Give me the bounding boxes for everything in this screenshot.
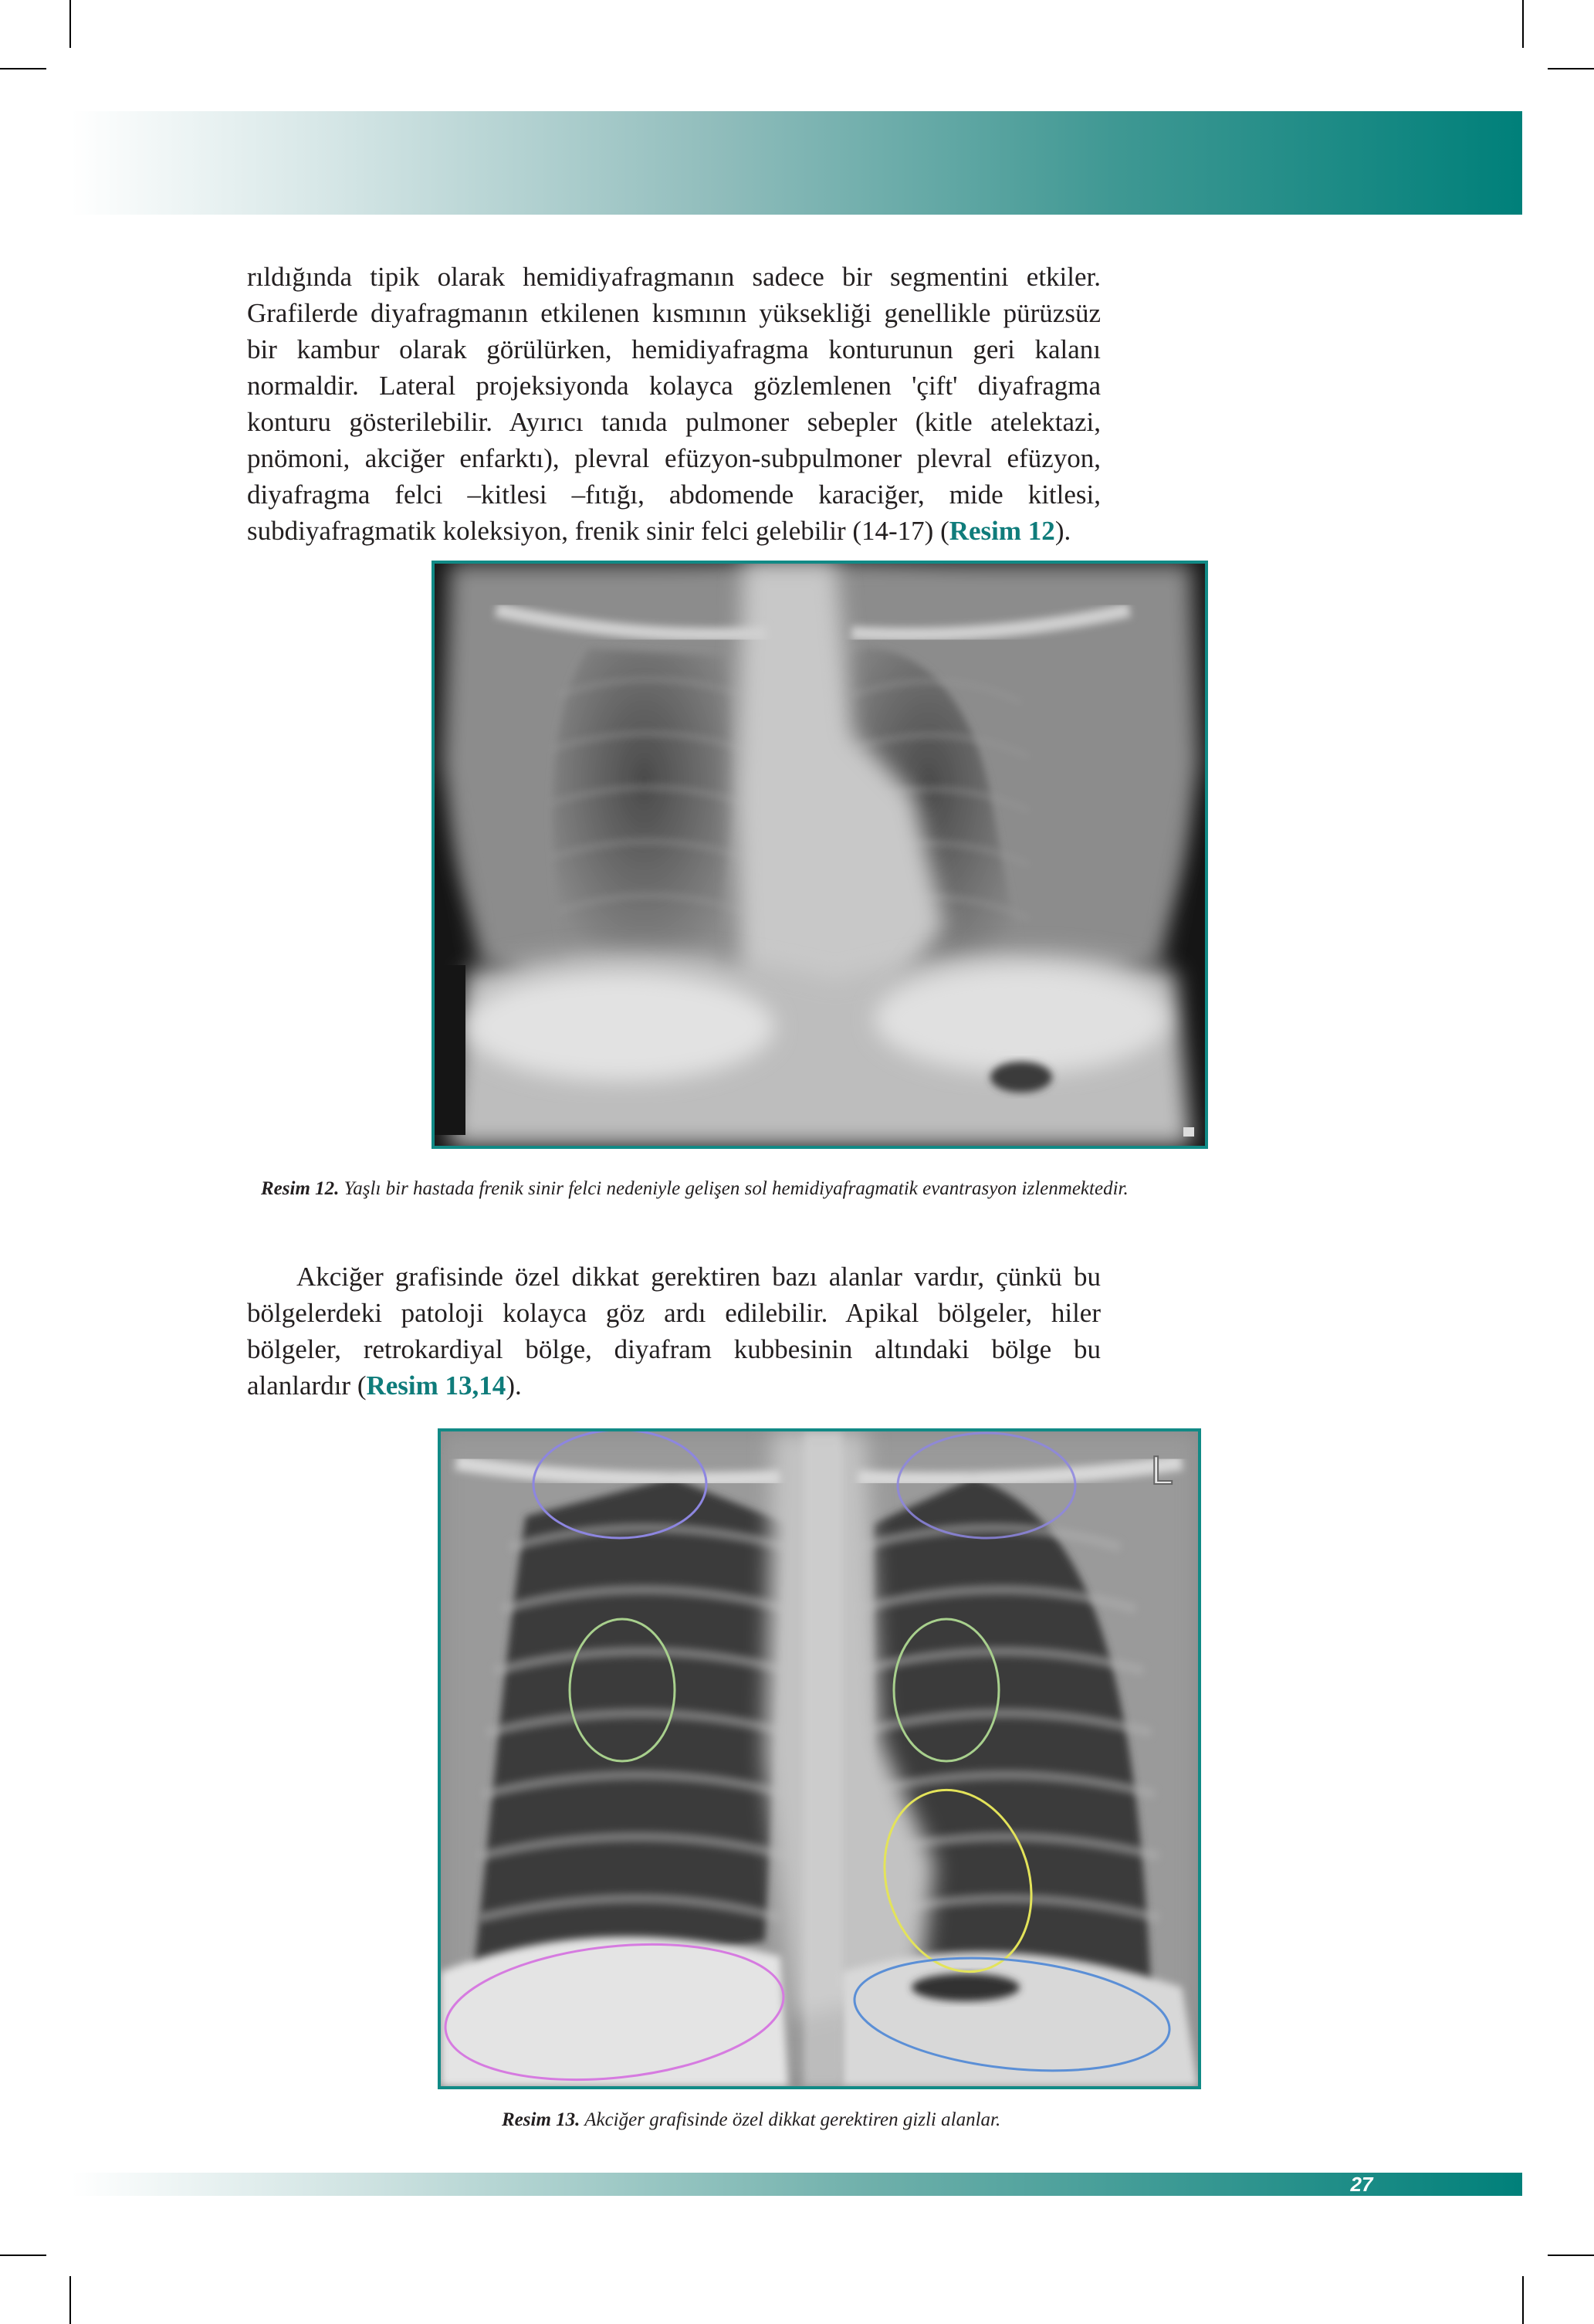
caption-label: Resim 12. — [261, 1178, 340, 1199]
paragraph-text: rıldığında tipik olarak hemidiyafragmanın sadece bir segmentini etkiler. Grafilerde diyafragmanın etkilenen kısmının yüksekliği genellikle pürüzsüz bir kambur olarak görülürken, hemidiyafragma konturunun geri kalanı normaldir. Lateral projeksiyonda kolayca gözlemlenen 'çift' diyafragma konturu gösterilebilir. Ayırıcı tanıda pulmoner sebepler (kitle atelektazi, pnömoni, akciğer enfarktı), plevral efüzyon-subpulmoner plevral efüzyon, diyafragma felci –kitlesi –fıtığı, abdomende karaciğer, mide kitlesi, subdiyafragmatik koleksiyon, frenik sinir felci gelebilir (14-17) ( — [247, 262, 1101, 546]
body-paragraph-1 — [247, 259, 1101, 549]
caption-text: Akciğer grafisinde özel dikkat gerektiren gizli alanlar. — [580, 2109, 1001, 2130]
figure-12-caption — [261, 1177, 1129, 1201]
figure-13-caption — [502, 2108, 1000, 2133]
crop-mark — [1548, 2255, 1594, 2256]
crop-mark — [0, 2255, 46, 2256]
body-paragraph-2 — [247, 1259, 1101, 1404]
paragraph-text: Akciğer grafisinde özel dikkat gerektiren bazı alanlar vardır, çünkü bu bölgelerdeki patoloji kolayca göz ardı edilebilir. Apikal bölgeler, hiler bölgeler, retrokardiyal bölge, diyafram kubbesinin altındaki bölge bu alanlardır ( — [247, 1262, 1101, 1401]
header-band — [71, 111, 1522, 215]
caption-label: Resim 13. — [502, 2109, 580, 2130]
page-number: 27 — [1350, 2173, 1373, 2196]
crop-mark — [69, 2276, 71, 2324]
footer-band — [71, 2173, 1522, 2196]
caption-text: Yaşlı bir hastada frenik sinir felci nedeniyle gelişen sol hemidiyafragmatik evantrasyon izlenmektedir. — [339, 1178, 1129, 1199]
chest-xray-figure-13 — [438, 1428, 1201, 2089]
paragraph-end: ). — [1054, 516, 1071, 546]
side-marker: L — [1151, 1448, 1173, 1493]
crop-mark — [69, 0, 71, 48]
crop-mark — [1522, 0, 1524, 48]
figure-reference: Resim 13,14 — [366, 1370, 506, 1401]
paragraph-end: ). — [506, 1370, 522, 1401]
crop-mark — [1548, 68, 1594, 69]
figure-reference: Resim 12 — [949, 516, 1055, 546]
crop-mark — [1522, 2276, 1524, 2324]
chest-xray-figure-12 — [431, 561, 1208, 1149]
crop-mark — [0, 68, 46, 69]
